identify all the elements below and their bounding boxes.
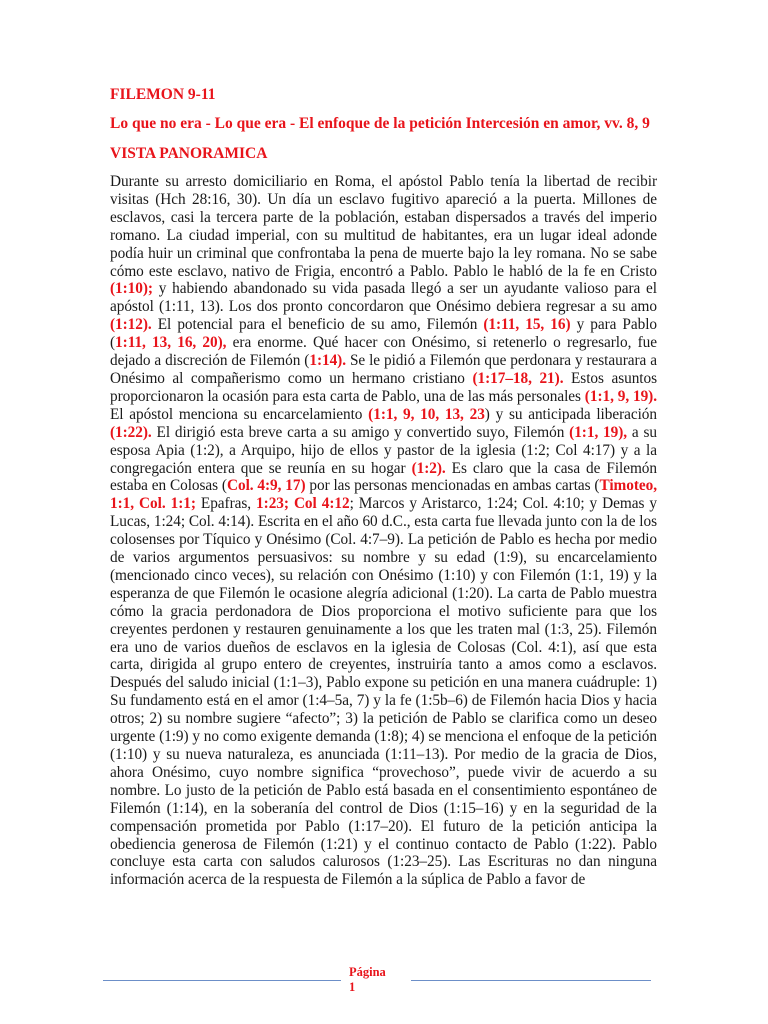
scripture-reference: (1:17–18, 21). — [472, 369, 564, 387]
body-text-run: a su esposa Apia (1:2), a Arquipo, hijo de ellos y pastor de la iglesia (1:2; Col 4:17) y a la congregación entera que se reunía en su hogar — [110, 423, 657, 477]
body-text-run: y habiendo abandonado su vida pasada llegó a ser un ayudante valioso para el apóstol (1:11, 13). Los dos pronto concordaron que Onésimo debiera regresar a su amo — [110, 280, 657, 316]
scripture-reference: (1:22). — [110, 423, 152, 441]
footer-rule-right — [411, 980, 651, 981]
body-text-run: El apóstol menciona su encarcelamiento — [110, 405, 369, 423]
document-title: FILEMON 9-11 — [110, 86, 216, 103]
body-text-run: Estos asuntos proporcionaron la ocasión para esta carta de Pablo, una de las más personales — [110, 369, 657, 405]
page-label: Página — [349, 965, 386, 979]
body-text-run: y para Pablo ( — [110, 316, 658, 352]
scripture-reference: (1:10); — [110, 280, 153, 298]
scripture-reference: (1:12). — [110, 316, 152, 334]
scripture-reference: (1:1, 9, 10, 13, 23 — [368, 405, 485, 423]
scripture-reference: 1:23; Col 4:12 — [256, 495, 350, 513]
scripture-reference: (1:1, 9, 19). — [584, 387, 657, 405]
scripture-reference: Col. 4:9, 17) — [226, 477, 306, 495]
scripture-reference: (1:2). — [411, 459, 446, 477]
body-text-run: El dirigió esta breve carta a su amigo y convertido suyo, Filemón — [151, 423, 570, 441]
scripture-reference: (1:11, 15, 16) — [483, 316, 571, 334]
document-page — [110, 86, 657, 889]
footer-rule-left — [103, 980, 341, 981]
body-text-run: El potencial para el beneficio de su amo, Filemón — [151, 316, 484, 334]
body-text-run: Durante su arresto domiciliario en Roma, el apóstol Pablo tenía la libertad de recibir visitas (Hch 28:16, 30). Un día un esclavo fugitivo apareció a la puerta. Millones de esclavos, casi la tercera parte de la población, estaban dispersados a través del imperio romano. La ciudad imperial, con su multitud de habitantes, era un lugar ideal adonde podía huir un criminal que confrontaba la pena de muerte bajo la ley romana. No se sabe cómo este esclavo, nativo de Frigia, encontró a Pablo. Pablo le habló de la fe en Cristo — [110, 173, 657, 280]
body-text-run: era enorme. Qué hacer con Onésimo, si retenerlo o regresarlo, fue dejado a discreción de Filemón ( — [110, 334, 657, 370]
page-footer — [0, 965, 768, 1005]
page-number-label — [349, 965, 409, 995]
scripture-reference: 1:11, 13, 16, 20), — [115, 334, 227, 352]
document-subtitle: Lo que no era - Lo que era - El enfoque de la petición Intercesión en amor, vv. 8, 9 — [110, 115, 650, 132]
page-number: 1 — [349, 980, 356, 994]
scripture-reference: (1:1, 19), — [569, 423, 628, 441]
scripture-reference: 1:14). — [309, 352, 347, 370]
body-text-run: Epafras, — [195, 495, 257, 513]
body-paragraph — [110, 173, 657, 889]
body-text-run: ) y su anticipada liberación — [484, 405, 657, 423]
body-text-run: Es claro que la casa de Filemón estaba en Colosas ( — [110, 459, 658, 495]
scripture-reference: Timoteo, 1:1, Col. 1:1; — [110, 477, 657, 513]
body-text-run: Se le pidió a Filemón que perdonara y restaurara a Onésimo al compañerismo como un hermano cristiano — [110, 352, 657, 387]
section-heading: VISTA PANORAMICA — [110, 145, 268, 162]
body-text-run: ; Marcos y Aristarco, 1:24; Col. 4:10; y Demas y Lucas, 1:24; Col. 4:14). Escrita en el año 60 d.C., esta carta fue llevada junto con la de los colosenses por Tíquico y Onésimo (Col. 4:7–9). La petición de Pablo es hecha por medio de varios argumentos persuasivos: su nombre y su edad (1:9), su encarcelamiento (mencionado cinco veces), su relación con Onésimo (1:10) y con Filemón (1:1, 19) y la esperanza de que Filemón le ocasione alegría adicional (1:20). La carta de Pablo muestra cómo la gracia perdonadora de Dios proporciona el motivo suficiente para que los creyentes perdonen y restauren genuinamente a los que les traten mal (1:3, 25). Filemón era uno de varios dueños de esclavos en la iglesia de Colosas (Col. 4:1), así que esta carta, dirigida al grupo entero de creyentes, instruiría tanto a amos como a esclavos. Después del saludo inicial (1:1–3), Pablo expone su petición en una manera cuádruple: 1) Su fundamento está en el amor (1:4–5a, 7) y la fe (1:5b–6) de Filemón hacia Dios y hacia otros; 2) su nombre sugiere “afecto”; 3) la petición de Pablo se clarifica como un deseo urgente (1:9) y no como exigente demanda (1:8); 4) se menciona el enfoque de la petición (1:10) y su nueva naturaleza, es anunciada (1:11–13). Por medio de la gracia de Dios, ahora Onésimo, cuyo nombre significa “provechoso”, puede vivir de acuerdo a su nombre. Lo justo de la petición de Pablo está basada en el consentimiento espontáneo de Filemón (1:14), en la soberanía del control de Dios (1:15–16) y en la seguridad de la compensación prometida por Pablo (1:17–20). El futuro de la petición anticipa la obediencia generosa de Filemón (1:21) y el continuo contacto de Pablo (1:22). Pablo concluye esta carta con saludos calurosos (1:23–25). Las Escrituras no dan ninguna información acerca de la respuesta de Filemón a la súplica de Pablo a favor de — [110, 495, 657, 889]
body-text-run: por las personas mencionadas en ambas cartas ( — [305, 477, 600, 495]
